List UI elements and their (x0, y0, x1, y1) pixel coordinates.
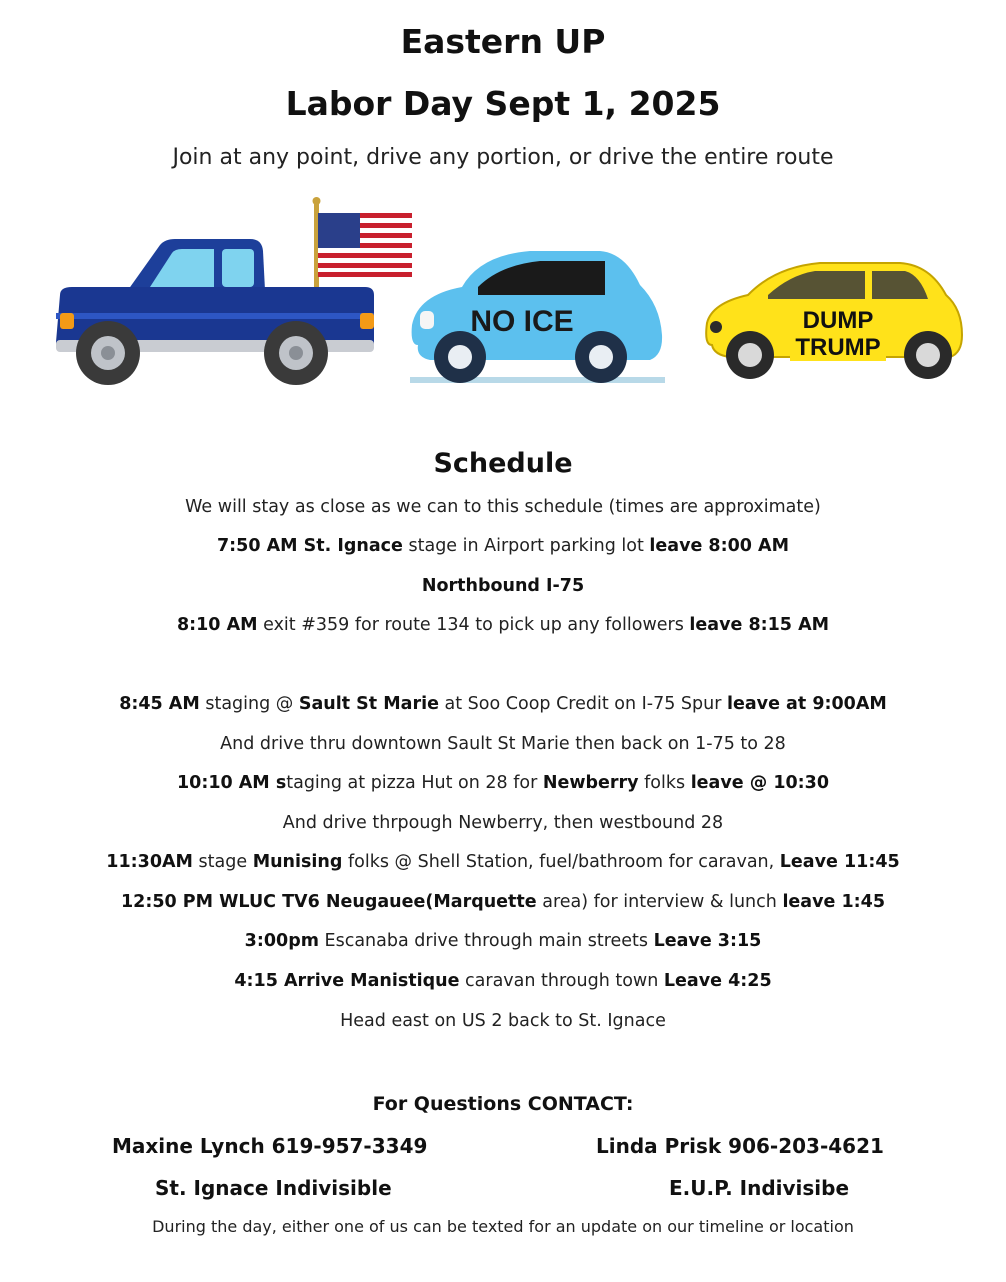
schedule-line-9: 12:50 PM WLUC TV6 Neugauee(Marquette area) for interview & lunch leave 1:45 (120, 892, 886, 912)
no-ice-sign: NO ICE (470, 305, 574, 338)
us-flag-icon (318, 213, 412, 277)
schedule-line-6: 10:10 AM staging at pizza Hut on 28 for Newberry folks leave @ 10:30 (176, 773, 830, 793)
contact-left-name: Maxine Lynch 619-957-3349 (112, 1134, 428, 1158)
dump-sign: DUMP (802, 307, 874, 334)
schedule-line-1: 7:50 AM St. Ignace stage in Airport parking lot leave 8:00 AM (216, 536, 790, 556)
contact-right-org: E.U.P. Indivisibe (669, 1176, 850, 1200)
schedule-line-7: And drive thrpough Newberry, then westbound 28 (282, 813, 724, 833)
schedule-line-12: Head east on US 2 back to St. Ignace (340, 1011, 666, 1031)
schedule-heading: Schedule (433, 448, 573, 479)
contact-left-org: St. Ignace Indivisible (155, 1176, 392, 1200)
subtitle: Join at any point, drive any portion, or drive the entire route (172, 145, 834, 170)
vehicles-illustration (0, 195, 1006, 395)
schedule-line-3: 8:10 AM exit #359 for route 134 to pick up any followers leave 8:15 AM (176, 615, 830, 635)
pickup-truck-icon (56, 197, 412, 385)
page-title: Eastern UP (400, 22, 606, 61)
schedule-line-4: 8:45 AM staging @ Sault St Marie at Soo Coop Credit on I-75 Spur leave at 9:00AM (119, 694, 887, 714)
footer-note: During the day, either one of us can be texted for an update on our timeline or location (152, 1217, 854, 1236)
schedule-line-2: Northbound I-75 (421, 576, 585, 596)
schedule-line-10: 3:00pm Escanaba drive through main streets Leave 3:15 (244, 931, 762, 951)
contact-right-name: Linda Prisk 906-203-4621 (596, 1134, 884, 1158)
event-date: Labor Day Sept 1, 2025 (285, 84, 721, 123)
schedule-line-8: 11:30AM stage Munising folks @ Shell Station, fuel/bathroom for caravan, Leave 11:45 (106, 852, 900, 872)
blue-car-icon (410, 251, 665, 383)
trump-sign: TRUMP (795, 334, 881, 361)
schedule-line-5: And drive thru downtown Sault St Marie then back on 1-75 to 28 (220, 734, 786, 754)
yellow-car-icon (706, 263, 962, 379)
schedule-line-11: 4:15 Arrive Manistique caravan through town Leave 4:25 (234, 971, 772, 991)
schedule-intro: We will stay as close as we can to this schedule (times are approximate) (185, 497, 821, 517)
contact-heading: For Questions CONTACT: (372, 1093, 634, 1115)
